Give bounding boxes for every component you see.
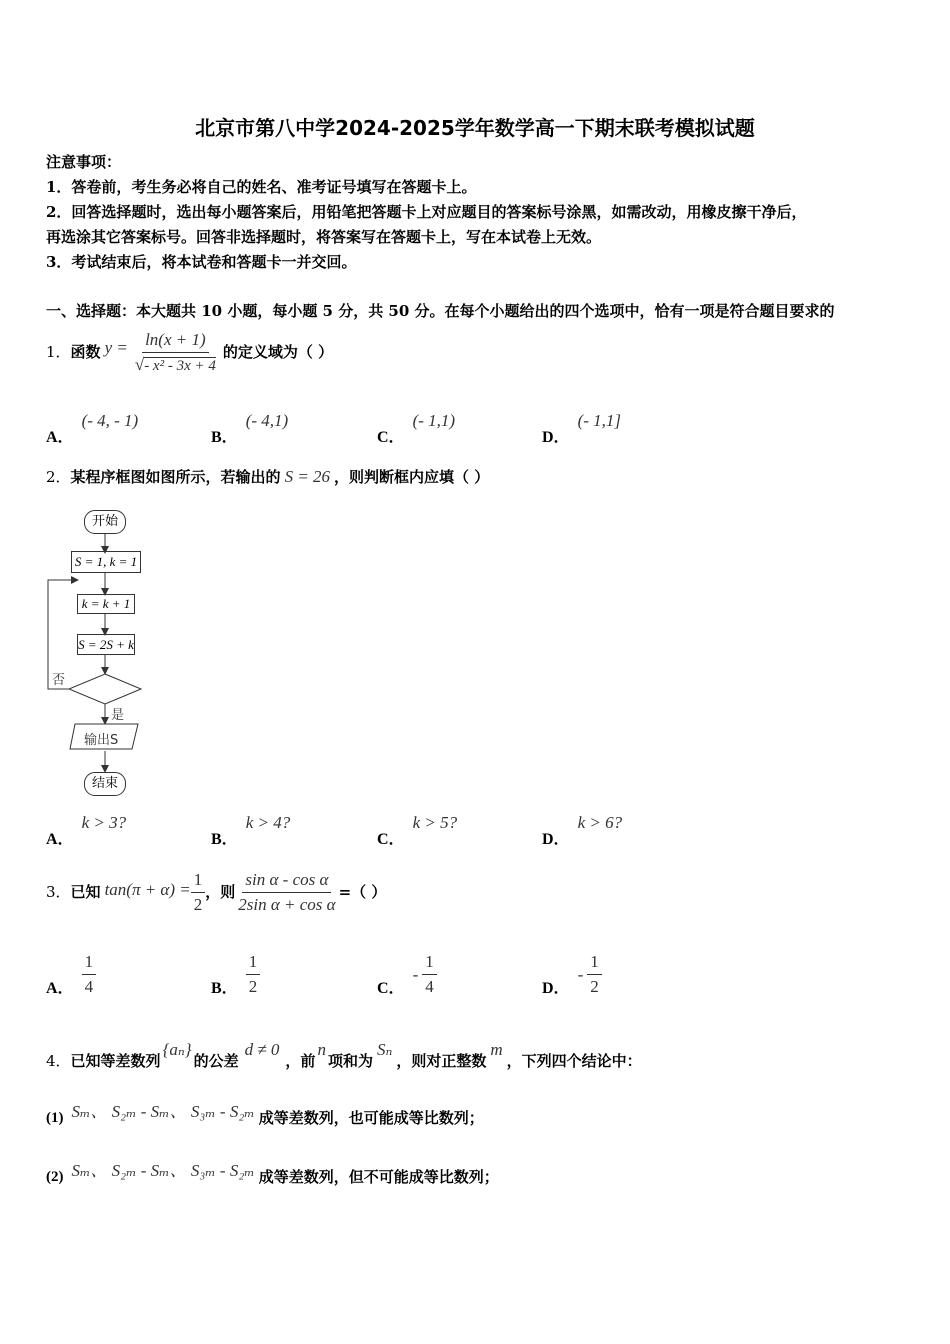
option-value: (- 4, - 1): [81, 411, 139, 430]
option[interactable]: [46, 810, 127, 848]
flow-start: 开始: [84, 510, 126, 534]
statement-label: (2): [46, 1169, 64, 1185]
option-sign: -: [577, 964, 584, 984]
formula: Sₘ、 S₂ₘ - Sₘ、 S₃ₘ - S₂ₘ: [71, 1161, 255, 1180]
formula: m: [490, 1040, 503, 1059]
flow-no-label: 否: [52, 673, 66, 688]
question-4: [46, 1040, 642, 1070]
formula-fraction: [132, 330, 219, 375]
flowchart-lines: [40, 505, 160, 805]
option-label: D．: [542, 429, 570, 446]
statement-text: 成等差数列，也可能成等比数列；: [258, 1109, 484, 1127]
option-value: (- 1,1): [412, 411, 456, 430]
flow-yes-label: 是: [111, 708, 125, 723]
fraction-denominator: 2: [248, 977, 258, 996]
formula: Sₙ: [376, 1040, 393, 1059]
question-number: 4．: [46, 1052, 71, 1070]
formula: Sₘ、 S₂ₘ - Sₘ、 S₃ₘ - S₂ₘ: [71, 1102, 255, 1121]
option-value: k > 4?: [245, 813, 291, 832]
statement-2: [46, 1156, 499, 1186]
option-label: C．: [377, 831, 405, 848]
flow-end: 结束: [84, 772, 126, 796]
fraction-numerator: 1: [422, 952, 437, 975]
question-text: ，则: [205, 883, 236, 901]
option-label: A．: [46, 429, 74, 446]
statement-label: (1): [46, 1110, 64, 1126]
option-fraction: [422, 952, 437, 997]
question-text: ，前: [285, 1052, 316, 1070]
option[interactable]: [542, 952, 602, 997]
formula-lhs: tan(π + α) =: [104, 880, 191, 899]
notice-item: 3．考试结束后，将本试卷和答题卡一并交回。: [46, 253, 357, 271]
fraction-numerator: 1: [191, 870, 206, 893]
notice-item: 2．回答选择题时，选出每小题答案后，用铅笔把答题卡上对应题目的答案标号涂黑，如需改动，用橡皮擦干净后，: [46, 203, 807, 221]
page-title: 北京市第八中学2024-2025学年数学高一下期末联考模拟试题: [195, 116, 755, 140]
flow-output: 输出S: [84, 733, 119, 748]
option-label: B．: [211, 980, 238, 997]
question-number: 3．: [46, 883, 71, 901]
formula: n: [317, 1040, 326, 1059]
question-text: =（ ）: [338, 883, 387, 901]
question-3: [46, 866, 386, 918]
formula-fraction: [191, 870, 206, 915]
question-2: [46, 467, 489, 487]
option-fraction: [246, 952, 261, 997]
question-text: 的定义域为（ ）: [222, 343, 334, 361]
question-number: 2．: [46, 468, 71, 486]
option[interactable]: [211, 952, 260, 997]
question-text: ，则对正整数: [396, 1052, 487, 1070]
flow-init: S = 1, k = 1: [71, 551, 141, 573]
option-label: B．: [211, 429, 238, 446]
formula-fraction: [235, 870, 338, 915]
question-text: 已知: [70, 883, 101, 901]
fraction-numerator: 1: [246, 952, 261, 975]
option-value: k > 3?: [81, 813, 127, 832]
option-value: k > 5?: [412, 813, 458, 832]
section-heading: 一、选择题：本大题共 10 小题，每小题 5 分，共 50 分。在每个小题给出的四个选项中，恰有一项是符合题目要求的: [46, 302, 835, 320]
option-label: A．: [46, 980, 74, 997]
question-text: 已知等差数列: [70, 1052, 161, 1070]
statement-text: 成等差数列，但不可能成等比数列；: [258, 1168, 499, 1186]
fraction-denominator: 4: [425, 977, 434, 996]
fraction-denominator: 2: [193, 894, 203, 914]
option-fraction: [82, 952, 97, 997]
option-label: C．: [377, 980, 405, 997]
formula-lhs: y =: [104, 338, 128, 357]
option-label: C．: [377, 429, 405, 446]
option[interactable]: [211, 810, 291, 848]
question-text: 的公差: [193, 1052, 239, 1070]
notice-item: 再选涂其它答案标号。回答非选择题时，将答案写在答题卡上，写在本试卷上无效。: [46, 228, 602, 246]
formula: {aₙ}: [162, 1040, 192, 1059]
question-number: 1．: [46, 343, 71, 361]
sqrt-radicand: - x² - 3x + 4: [144, 357, 216, 374]
option-label: D．: [542, 980, 570, 997]
option[interactable]: [377, 952, 437, 997]
flowchart: [40, 505, 160, 805]
question-text: ，下列四个结论中：: [506, 1052, 642, 1070]
statement-1: [46, 1097, 484, 1127]
option-label: D．: [542, 831, 570, 848]
option-label: B．: [211, 831, 238, 848]
fraction-numerator: sin α - cos α: [242, 870, 331, 893]
option-sign: -: [412, 964, 419, 984]
question-1: [46, 326, 333, 378]
option[interactable]: [542, 810, 623, 848]
fraction-denominator: 4: [84, 977, 94, 996]
fraction-numerator: 1: [82, 952, 97, 975]
fraction-numerator: 1: [587, 952, 602, 975]
formula: S = 26: [284, 467, 331, 486]
notice-heading: 注意事项：: [46, 153, 122, 171]
option[interactable]: [542, 408, 622, 446]
question-text: ，则判断框内应填（ ）: [334, 468, 490, 486]
question-text: 项和为: [327, 1052, 373, 1070]
option[interactable]: [46, 408, 139, 446]
option-value: (- 4,1): [245, 411, 289, 430]
fraction-numerator: ln(x + 1): [142, 330, 209, 353]
question-text: 某程序框图如图所示，若输出的: [70, 468, 281, 486]
option[interactable]: [46, 952, 96, 997]
option-value: k > 6?: [577, 813, 623, 832]
fraction-denominator: 2: [590, 977, 599, 996]
option-fraction: [587, 952, 602, 997]
flow-step-s: S = 2S + k: [77, 634, 135, 655]
option[interactable]: [211, 408, 289, 446]
question-text: 函数: [70, 343, 101, 361]
option[interactable]: [377, 810, 458, 848]
option-label: A．: [46, 831, 74, 848]
formula: d ≠ 0: [244, 1040, 280, 1059]
sqrt-sign: √: [134, 354, 145, 374]
fraction-denominator: [132, 353, 219, 375]
notice-item: 1．答卷前，考生务必将自己的姓名、准考证号填写在答题卡上。: [46, 178, 477, 196]
option[interactable]: [377, 408, 456, 446]
flow-step-k: k = k + 1: [77, 594, 135, 614]
fraction-denominator: 2sin α + cos α: [238, 894, 336, 914]
option-value: (- 1,1]: [577, 411, 622, 430]
